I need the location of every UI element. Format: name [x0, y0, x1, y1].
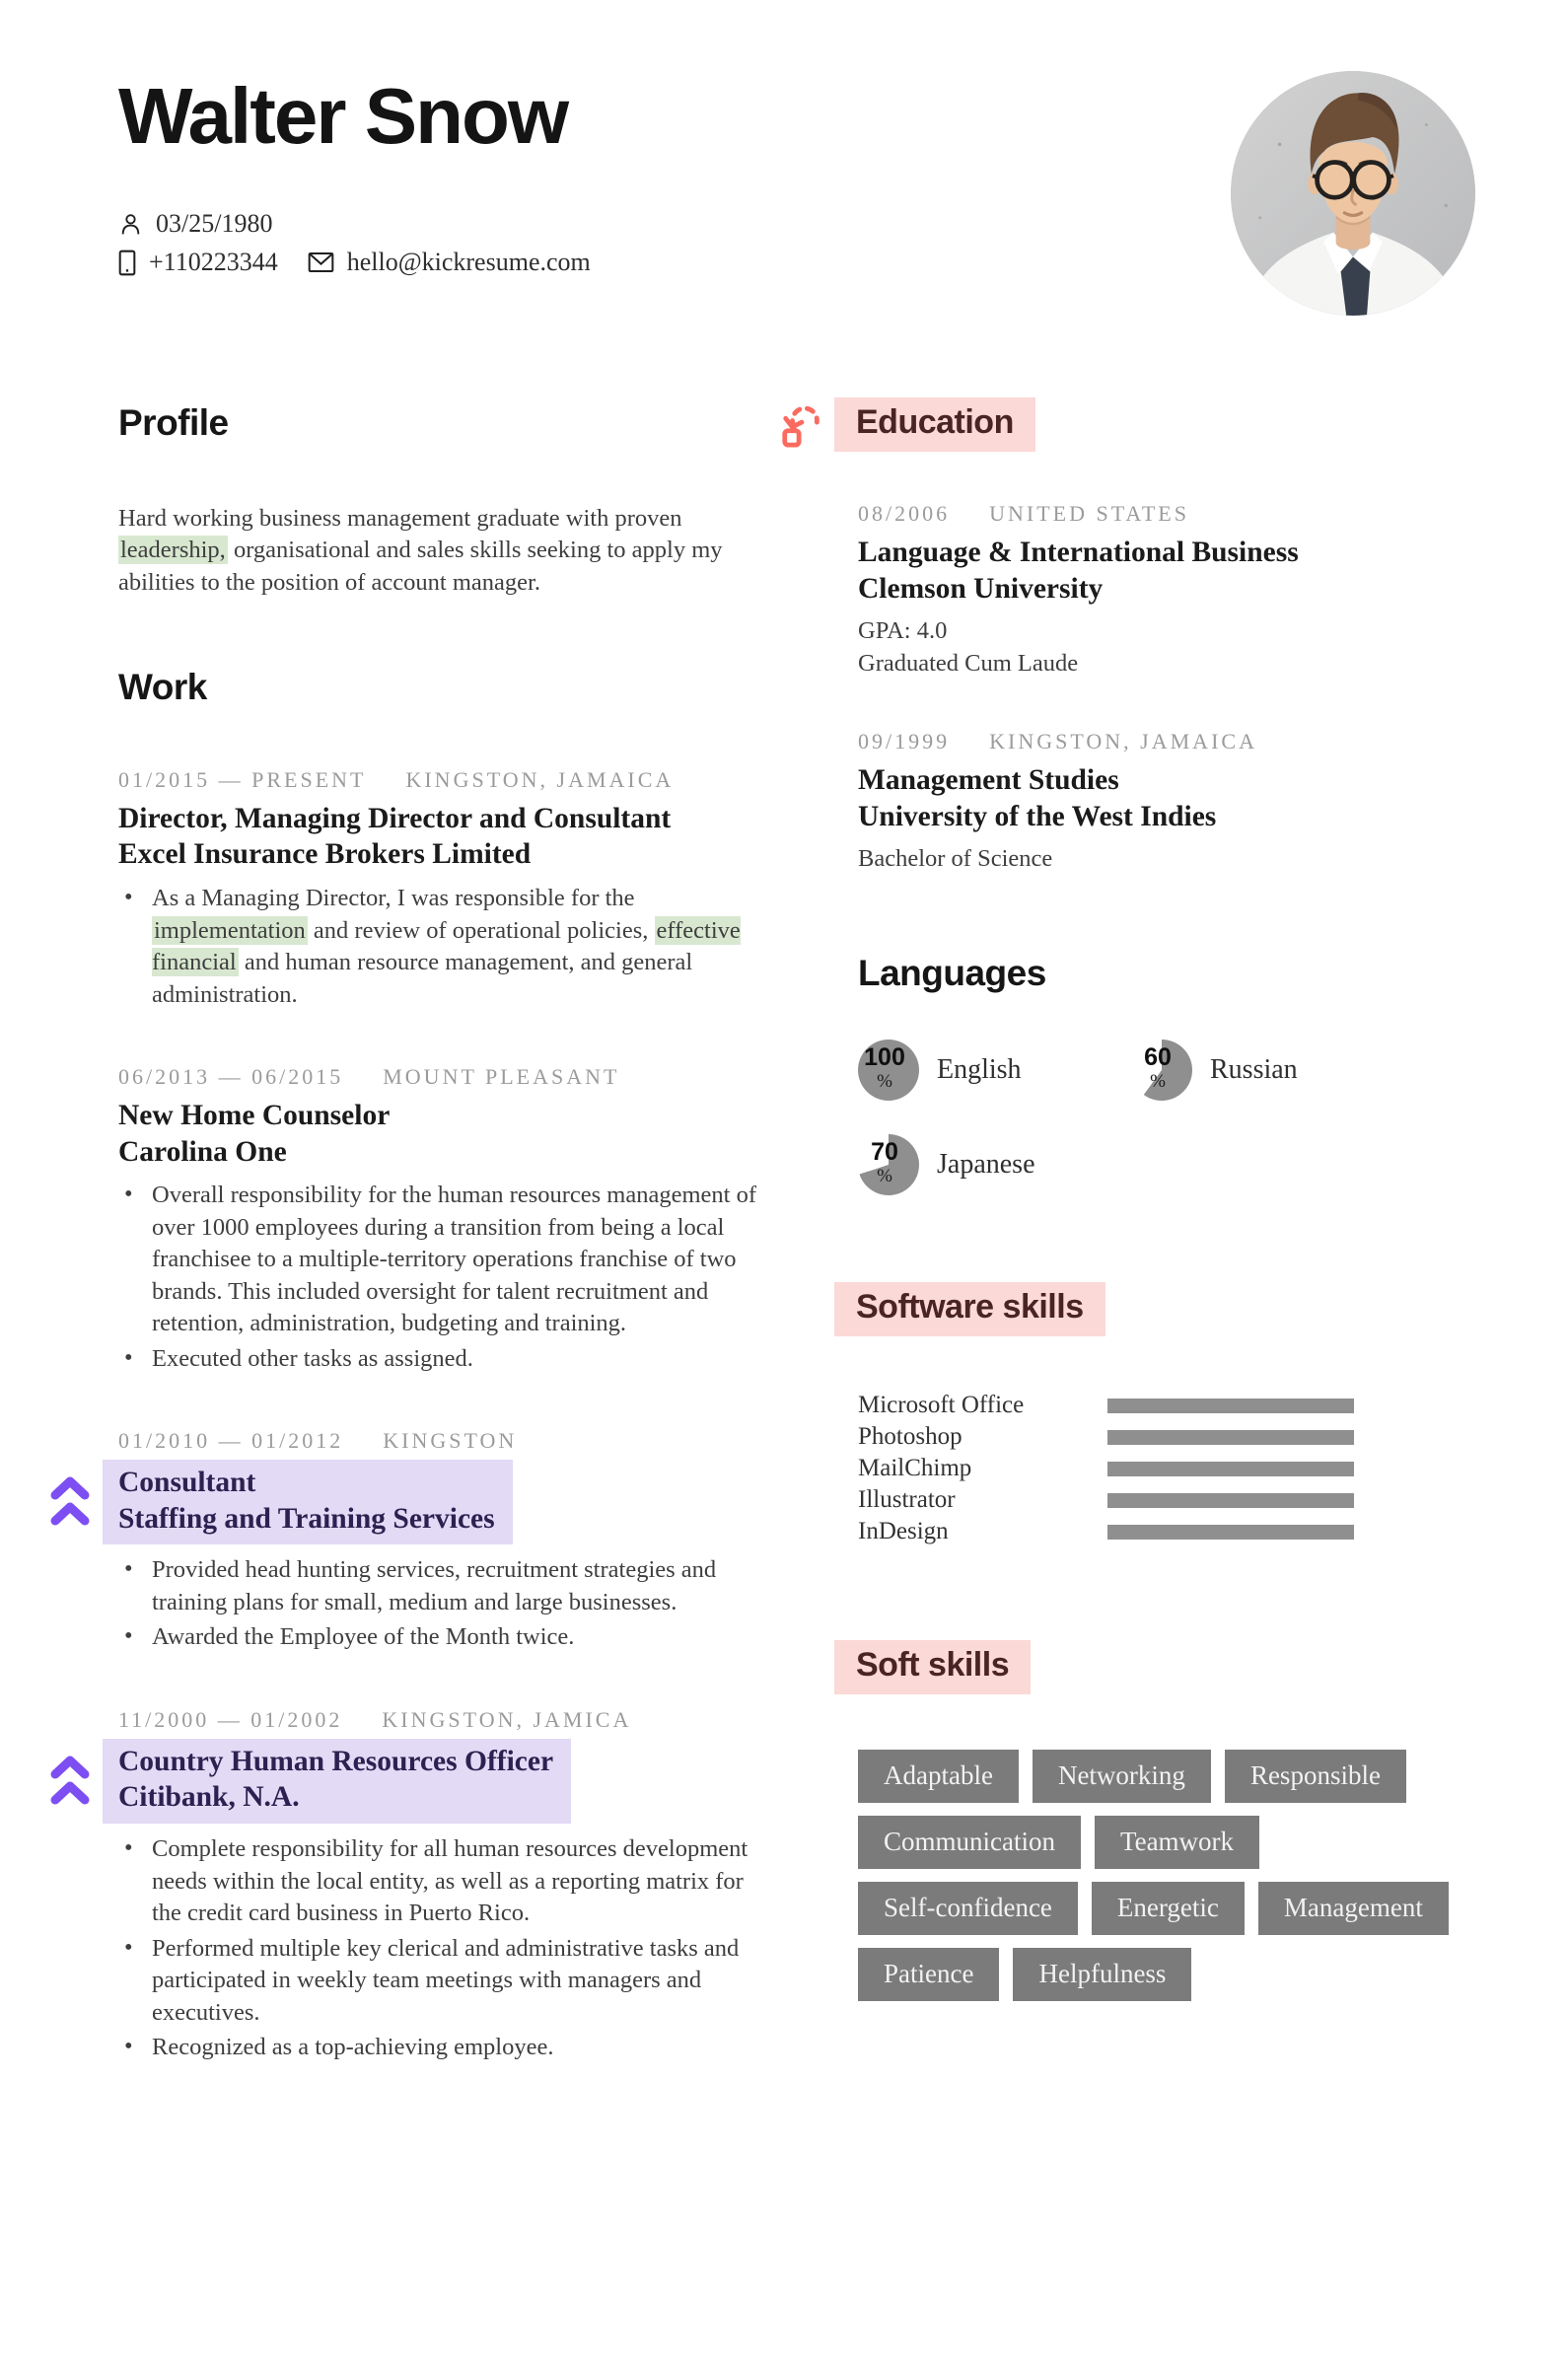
education-entry: [858, 503, 1529, 680]
chevron-up-double-icon: [47, 1748, 93, 1811]
job-bullet: • Complete responsibility for all human resources development needs within the local entity, as well as a reporting matrix for the credit card business in Puerto Rico.: [118, 1833, 769, 1930]
job-title-block: [118, 801, 769, 873]
email-item: [308, 248, 591, 277]
education-entry: [858, 731, 1529, 875]
software-skills-section: [779, 1282, 1529, 1547]
job-bullet: • Overall responsibility for the human resources management of over 1000 employees during a transition from being a local franchisee to a multiple-territory operations franchise of two brands. This included oversight for talent recruitment and retention, administration, budgeting and training.: [118, 1180, 769, 1340]
job-bullet: • As a Managing Director, I was responsible for the implementation and review of operational policies, effective financial and human resource management, and general administration.: [118, 883, 769, 1011]
job-date: 06/2013 — 06/2015: [118, 1064, 344, 1090]
software-skill-row: [858, 1484, 1354, 1516]
languages-heading: Languages: [858, 953, 1046, 994]
language-pie-chart: [858, 1040, 919, 1101]
job-title-block-highlighted: [103, 1739, 571, 1824]
soft-skills-heading: Soft skills: [834, 1640, 1031, 1694]
edu-date: 09/1999: [858, 729, 951, 754]
right-column: [779, 403, 1529, 2001]
job-location: KINGSTON, JAMAICA: [405, 766, 675, 792]
language-pie-chart: [1131, 1040, 1192, 1101]
software-skill-name: MailChimp: [858, 1455, 972, 1481]
language-item: [858, 1040, 1131, 1101]
software-skill-row: [858, 1516, 1354, 1547]
job-title-block: [118, 1098, 769, 1170]
education-header-row: [779, 397, 1529, 452]
soft-skill-tag: Adaptable: [858, 1750, 1019, 1803]
language-item: [1131, 1040, 1529, 1101]
soft-skill-tag: Helpfulness: [1013, 1948, 1191, 2001]
education-entries: [858, 503, 1529, 875]
software-skill-name: InDesign: [858, 1518, 949, 1544]
languages-section: [858, 954, 1529, 1195]
edu-degree: Language & International Business: [858, 537, 1299, 568]
percent-sign: %: [877, 1166, 892, 1186]
content-columns: [0, 403, 1568, 2064]
person-name: Walter Snow: [118, 72, 568, 160]
header: [0, 0, 1568, 277]
edu-title-block: [858, 535, 1529, 607]
phone-item: [118, 248, 278, 277]
edu-note: Bachelor of Science: [858, 845, 1053, 873]
language-name: Japanese: [937, 1149, 1035, 1180]
portrait-illustration: [1231, 71, 1475, 316]
work-entry: [118, 1706, 769, 2064]
software-skill-bar: [1107, 1462, 1354, 1476]
edu-degree: Management Studies: [858, 764, 1119, 797]
language-percent: 100: [864, 1043, 905, 1071]
job-bullet: • Performed multiple key clerical and administrative tasks and participated in weekly team meetings with managers and executives.: [118, 1933, 769, 2030]
phone-text: +110223344: [149, 248, 278, 276]
software-skill-list: [858, 1390, 1354, 1547]
software-skill-bar: [1107, 1525, 1354, 1540]
software-skills-heading: Software skills: [834, 1282, 1105, 1336]
edu-note: GPA: 4.0: [858, 617, 948, 645]
email-text: hello@kickresume.com: [346, 248, 591, 276]
soft-skill-tag: Responsible: [1225, 1750, 1406, 1803]
education-heading: Education: [834, 397, 1035, 452]
language-item: [858, 1134, 1131, 1195]
software-skill-name: Photoshop: [858, 1423, 962, 1450]
job-company: Carolina One: [118, 1135, 287, 1168]
birthdate-item: [118, 209, 272, 239]
job-title: Country Human Resources Officer: [118, 1745, 554, 1777]
job-title: Consultant: [118, 1467, 256, 1499]
soft-skill-tags: [858, 1750, 1469, 2001]
left-column: [118, 403, 769, 2064]
soft-skill-tag: Energetic: [1092, 1882, 1245, 1935]
job-bullets: [118, 1554, 769, 1654]
job-date: 01/2010 — 01/2012: [118, 1428, 344, 1454]
mail-icon: [308, 251, 334, 273]
edu-school: Clemson University: [858, 572, 1104, 605]
work-entry: [118, 1430, 769, 1654]
job-location: KINGSTON: [383, 1428, 518, 1454]
language-percent: 60: [1144, 1043, 1172, 1071]
software-skill-row: [858, 1421, 1354, 1453]
profile-photo: [1231, 71, 1475, 316]
edu-title-block: [858, 762, 1529, 834]
job-location: KINGSTON, JAMICA: [382, 1706, 632, 1732]
soft-skill-tag: Patience: [858, 1948, 999, 2001]
soft-skill-tag: Communication: [858, 1816, 1081, 1869]
percent-sign: %: [1150, 1071, 1166, 1092]
languages-grid: [858, 1040, 1529, 1195]
job-title-block-highlighted: [103, 1460, 513, 1544]
job-company: Citibank, N.A.: [118, 1781, 300, 1814]
software-skill-bar: [1107, 1399, 1354, 1413]
job-bullet: • Provided head hunting services, recruitment strategies and training plans for small, medium and large businesses.: [118, 1554, 769, 1618]
edu-location: KINGSTON, JAMAICA: [989, 729, 1257, 754]
software-skill-row: [858, 1453, 1354, 1484]
percent-sign: %: [877, 1071, 892, 1092]
job-date: 11/2000 — 01/2002: [118, 1706, 343, 1732]
edu-date: 08/2006: [858, 501, 951, 526]
soft-skills-section: [779, 1640, 1529, 2001]
job-bullets: [118, 883, 769, 1011]
soft-skill-tag: Management: [1258, 1882, 1449, 1935]
software-skill-bar: [1107, 1430, 1354, 1445]
edu-location: UNITED STATES: [989, 501, 1189, 526]
software-skill-row: [858, 1390, 1354, 1421]
work-entry: [118, 1066, 769, 1375]
job-title: New Home Counselor: [118, 1100, 391, 1132]
job-company: Excel Insurance Brokers Limited: [118, 838, 532, 871]
job-date: 01/2015 — PRESENT: [118, 766, 367, 792]
phone-icon: [118, 250, 136, 276]
work-entry: [118, 766, 769, 1011]
language-percent: 70: [871, 1138, 898, 1166]
job-location: MOUNT PLEASANT: [383, 1064, 620, 1090]
job-bullets: [118, 1180, 769, 1375]
language-name: Russian: [1210, 1054, 1298, 1085]
chevron-up-double-icon: [47, 1469, 93, 1532]
job-bullet: • Awarded the Employee of the Month twice.: [118, 1621, 769, 1654]
soft-skill-tag: Teamwork: [1095, 1816, 1259, 1869]
edu-school: University of the West Indies: [858, 800, 1217, 832]
person-icon: [118, 211, 143, 237]
software-skill-name: Illustrator: [858, 1486, 956, 1513]
job-bullet: • Recognized as a top-achieving employee.: [118, 2032, 769, 2064]
section-drag-icon: [779, 401, 824, 449]
birthdate-text: 03/25/1980: [156, 209, 273, 238]
profile-heading: Profile: [118, 402, 229, 443]
work-heading: Work: [118, 667, 207, 708]
job-title: Director, Managing Director and Consultant: [118, 802, 672, 834]
job-bullet: • Executed other tasks as assigned.: [118, 1343, 769, 1376]
edu-note: Graduated Cum Laude: [858, 650, 1079, 678]
job-company: Staffing and Training Services: [118, 1502, 495, 1535]
software-skill-bar: [1107, 1493, 1354, 1508]
software-skill-name: Microsoft Office: [858, 1392, 1025, 1418]
profile-text: Hard working business management graduate with proven leadership, organisational and sales skills seeking to apply my abilities to the position of account manager.: [118, 504, 723, 596]
language-pie-chart: [858, 1134, 919, 1195]
soft-skill-tag: Self-confidence: [858, 1882, 1078, 1935]
language-name: English: [937, 1054, 1022, 1085]
soft-skill-tag: Networking: [1033, 1750, 1211, 1803]
job-bullets: [118, 1833, 769, 2064]
